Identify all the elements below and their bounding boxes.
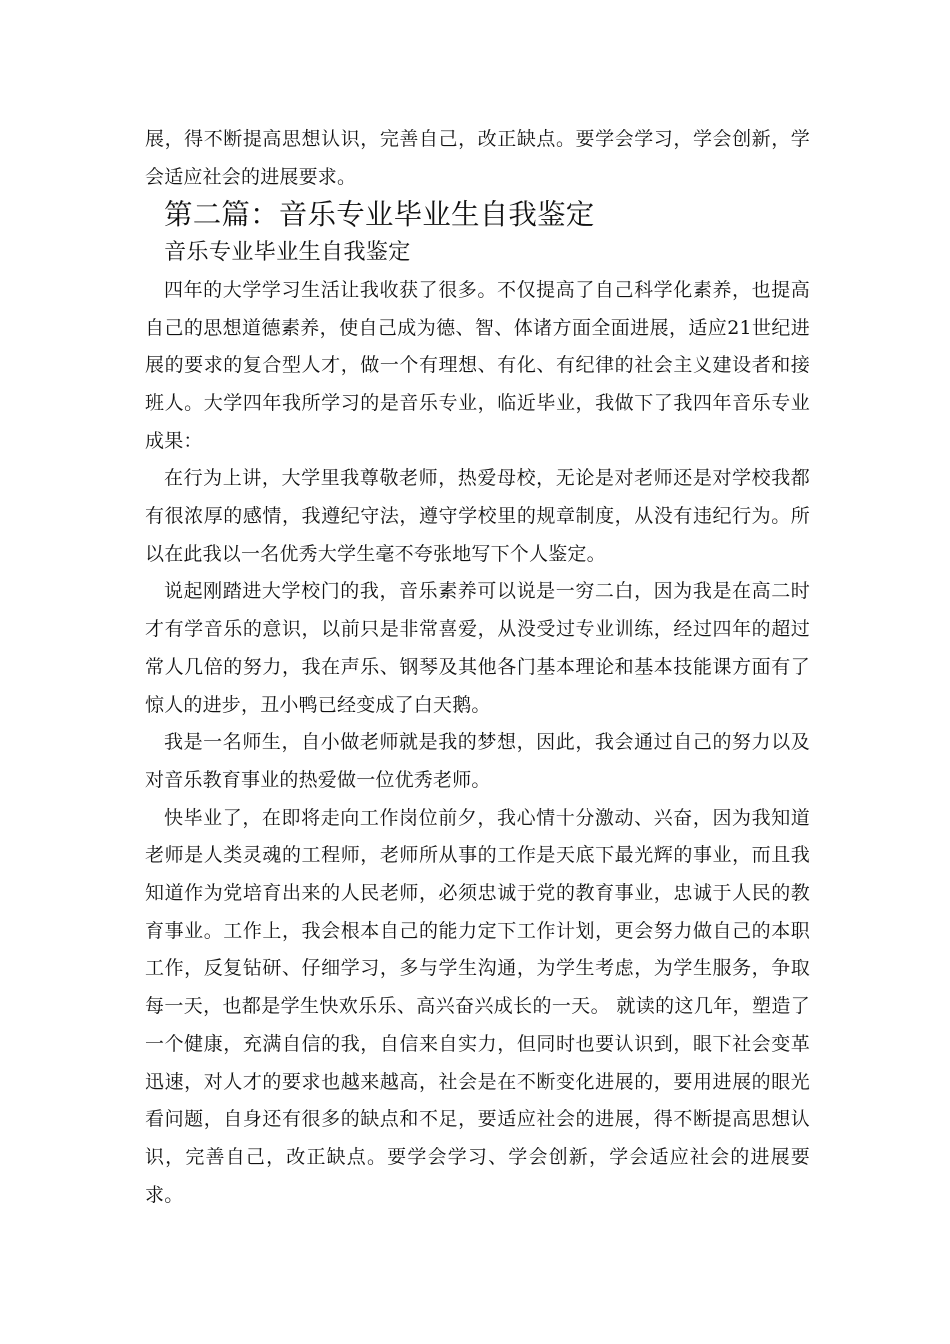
section-heading: 第二篇：音乐专业毕业生自我鉴定 [164, 198, 595, 232]
paragraph-music-study: 说起刚踏进大学校门的我，音乐素养可以说是一穷二白，因为我是在高二时才有学音乐的意识，以前只是非常喜爱，从没受过专业训练，经过四年的超过常人几倍的努力，我在声乐、钢琴及其他各门基本理论和基本技能课方面有了惊人的进步，丑小鸭已经变成了白天鹅。 [145, 580, 810, 716]
paragraph-conduct: 在行为上讲，大学里我尊敬老师，热爱母校，无论是对老师还是对学校我都有很浓厚的感情，我遵纪守法，遵守学校里的规章制度，从没有违纪行为。所以在此我以一名优秀大学生毫不夸张地写下个人鉴定。 [145, 467, 810, 565]
paragraph-continuation: 展，得不断提高思想认识，完善自己，改正缺点。要学会学习，学会创新，学会适应社会的进展要求。 [145, 128, 810, 188]
paragraph-intro: 四年的大学学习生活让我收获了很多。不仅提高了自己科学化素养，也提高自己的思想道德素养，使自己成为德、智、体诸方面全面进展，适应21世纪进展的要求的复合型人才，做一个有理想、有化、有纪律的社会主义建设者和接班人。大学四年我所学习的是音乐专业，临近毕业，我做下了我四年音乐专业成果： [145, 278, 810, 452]
document-page [145, 121, 810, 1214]
paragraph-teacher-dream: 我是一名师生，自小做老师就是我的梦想，因此，我会通过自己的努力以及对音乐教育事业的热爱做一位优秀老师。 [145, 731, 810, 791]
paragraph-graduation: 快毕业了，在即将走向工作岗位前夕，我心情十分激动、兴奋，因为我知道老师是人类灵魂的工程师，老师所从事的工作是天底下最光辉的事业，而且我知道作为党培育出来的人民老师，必须忠诚于党的教育事业，忠诚于人民的教育事业。工作上，我会根本自己的能力定下工作计划，更会努力做自己的本职工作，反复钻研、仔细学习，多与学生沟通，为学生考虑，为学生服务，争取每一天，也都是学生快欢乐乐、高兴奋兴成长的一天。 就读的这几年，塑造了一个健康，充满自信的我，自信来自实力，但同时也要认识到，眼下社会变革迅速，对人才的要求也越来越高，社会是在不断变化进展的，要用进展的眼光看问题，自身还有很多的缺点和不足，要适应社会的进展，得不断提高思想认识，完善自己，改正缺点。要学会学习、学会创新，学会适应社会的进展要求。 [145, 806, 810, 1206]
document-title: 音乐专业毕业生自我鉴定 [164, 239, 411, 266]
